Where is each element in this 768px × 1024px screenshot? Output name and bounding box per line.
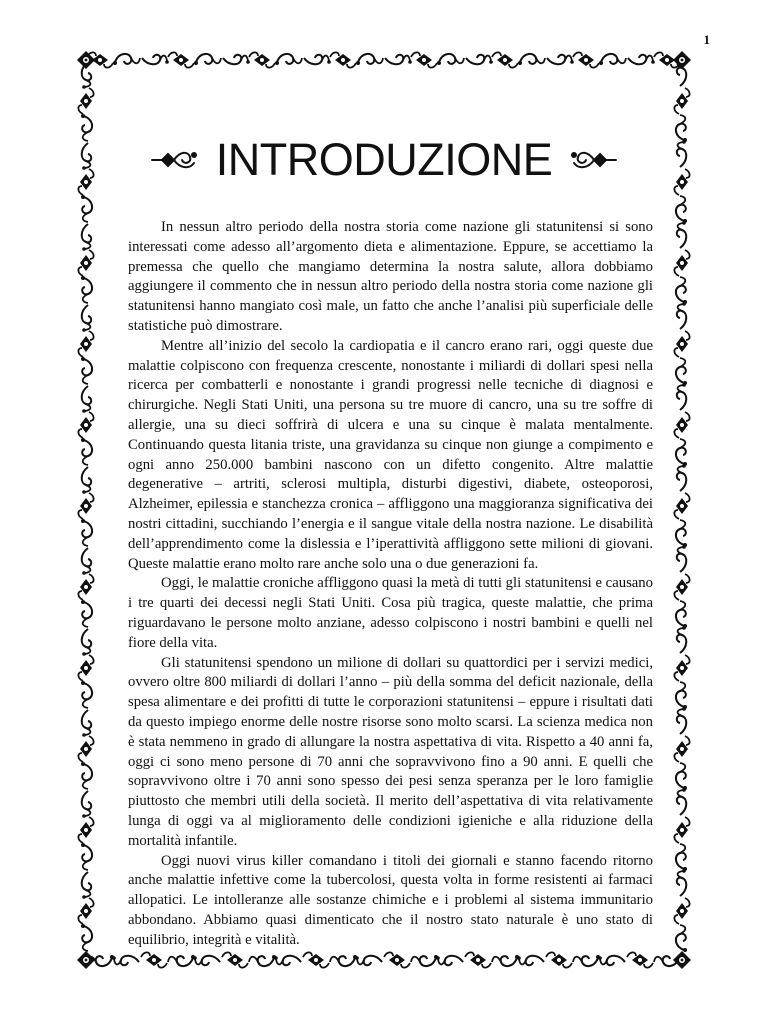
border-motif [81, 357, 92, 384]
border-motif [78, 493, 93, 519]
border-motif [222, 952, 248, 967]
border-motif [193, 956, 220, 965]
border-motif [168, 955, 195, 966]
border-motif [194, 54, 221, 65]
border-motif [674, 817, 689, 843]
border-motif [78, 655, 93, 681]
page-title: INTRODUZIONE [215, 134, 553, 185]
border-motif [81, 438, 92, 465]
border-motif [249, 955, 276, 966]
border-motif [676, 682, 687, 709]
border-motif [677, 464, 686, 491]
border-motif [275, 54, 302, 65]
border-motif [674, 574, 689, 600]
border-motif [465, 952, 491, 967]
border-motif [676, 601, 687, 628]
border-motif [677, 221, 686, 248]
border-motif [81, 843, 92, 870]
border-motif [411, 52, 437, 67]
border-motif [677, 302, 686, 329]
border-motif [81, 600, 92, 627]
border-motif [674, 493, 689, 519]
border-motif [437, 54, 464, 65]
border-motif [518, 54, 545, 65]
border-motif [677, 788, 686, 815]
border-motif [676, 925, 687, 952]
page-number: 1 [703, 32, 710, 47]
border-motif [627, 952, 653, 967]
border-motif [78, 88, 93, 114]
border-motif [411, 955, 438, 966]
border-motif [676, 358, 687, 385]
border-motif [676, 844, 687, 871]
border-motif [492, 52, 518, 67]
body-text [128, 218, 653, 950]
border-motif [141, 952, 167, 967]
border-motif [676, 277, 687, 304]
border-motif [330, 52, 356, 67]
border-motif [82, 629, 91, 656]
border-motif [81, 762, 92, 789]
border-motif [492, 955, 519, 966]
border-motif [677, 707, 686, 734]
border-corner-icon [77, 51, 95, 69]
border-motif [78, 574, 93, 600]
border-motif [436, 956, 463, 965]
border-motif [303, 952, 329, 967]
border-motif [82, 386, 91, 413]
border-motif [674, 88, 689, 114]
left-fleuron-icon [150, 145, 198, 175]
border-motif [573, 52, 599, 67]
border-motif [304, 55, 331, 64]
border-motif [81, 195, 92, 222]
border-corner-icon [673, 51, 691, 69]
border-motif [674, 736, 689, 762]
border-motif [573, 955, 600, 966]
border-motif [142, 55, 169, 64]
border-motif [113, 54, 140, 65]
border-motif [82, 791, 91, 818]
paragraph: Mentre all’inizio del secolo la cardiopatia e il cancro erano rari, oggi queste due malattie colpiscono con frequenza crescente, nonostante i miliardi di dollari spesi nella ricerca per combatterli e nonostante i grandi progressi nelle tecniche di diagnosi e chirurgiche. Negli Stati Uniti, una persona su tre muore di cancro, una su tre soffre di allergie, una su dieci soffrirà di ulcera e una su cinque è malata mentalmente. Continuando questa litania triste, una gravidanza su cinque non giunge a compimento e ogni anno 250.000 bambini nascono con un difetto congenito. Altre malattie degenerative – artriti, sclerosi multipla, disturbi digestivi, diabete, osteoporosi, Alzheimer, epilessia e stanchezza cronica – affliggono una maggioranza significativa dei nostri cittadini, succhiando l’energia e il sangue vitale della nostra nazione. Le disabilità dell’apprendimento come la dislessia e l’iperattività affliggono sette milioni di giovani. Queste malattie erano molto rare anche solo una o due generazioni fa. [128, 337, 653, 572]
border-motif [677, 383, 686, 410]
border-motif [82, 710, 91, 737]
border-motif [78, 250, 93, 276]
border-motif [78, 412, 93, 438]
border-motif [82, 224, 91, 251]
border-motif [249, 52, 275, 67]
border-motif [385, 55, 412, 64]
border-motif [676, 439, 687, 466]
border-motif [223, 55, 250, 64]
border-motif [78, 817, 93, 843]
paragraph: Oggi nuovi virus killer comandano i titoli dei giornali e stanno facendo ritorno anche malattie infettive come la tubercolosi, questa volta in forme resistenti ai farmaci allopatici. Le intolleranze alle sostanze chimiche e i problemi al sistema immunitario abbondano. Abbiamo quasi dimenticato che il nostro stato naturale è uno stato di equilibrio, integrità e vitalità. [128, 852, 653, 948]
border-motif [674, 412, 689, 438]
border-motif [82, 467, 91, 494]
border-motif [112, 956, 139, 965]
border-motif [384, 952, 410, 967]
border-motif [78, 736, 93, 762]
border-motif [81, 276, 92, 303]
border-motif [546, 952, 572, 967]
border-motif [81, 519, 92, 546]
border-motif [677, 545, 686, 572]
border-motif [82, 548, 91, 575]
border-motif [82, 305, 91, 332]
border-corner-icon [673, 951, 691, 969]
border-motif [78, 898, 93, 924]
border-motif [677, 626, 686, 653]
border-motif [330, 955, 357, 966]
border-motif [82, 872, 91, 899]
border-motif [274, 956, 301, 965]
paragraph: Oggi, le malattie croniche affliggono quasi la metà di tutti gli statunitensi e causano i tre quarti dei decessi negli Stati Uniti. Cosa più tragica, queste malattie, che prima riguardavano le persone molto anziane, adesso colpiscono i nostri bambini e quelli nel fiore della vita. [128, 575, 653, 651]
border-motif [598, 956, 625, 965]
paragraph: In nessun altro periodo della nostra storia come nazione gli statunitensi si sono interessati come adesso all’argomento dieta e alimentazione. Eppure, se accettiamo la premessa che quello che mangiamo determina la nostra salute, allora dobbiamo aggiungere il commento che in nessun altro periodo della nostra storia come nazione gli statunitensi hanno mangiato così male, un fatto che anche l’analisi più superficiale delle statistiche può dimostrare. [128, 219, 653, 334]
border-motif [599, 54, 626, 65]
border-motif [81, 924, 92, 951]
paragraph: Gli statunitensi spendono un milione di dollari su quattordici per i servizi medici, ovvero oltre 800 miliardi di dollari l’anno – più della somma del deficit nazionale, della spesa alimentare e dei profitti di tutte le corporazioni statunitensi – eppure i risultati dati da questo impiego enorme delle nostre risorse sono molto scarsi. La scienza medica non è stata nemmeno in grado di allungare la nostra aspettativa di vita. Rispetto a 40 anni fa, oggi ci sono meno persone di 70 anni che sopravvivono fino a 90 anni. E quelli che sopravvivono oltre i 70 anni sono spesso dei pesi senza speranza per le loro famiglie piuttosto che membri utili della società. Il merito dell’aspettativa di vita relativamente lunga di oggi va al miglioramento delle condizioni igieniche e alla riduzione della mortalità infantile. [128, 654, 653, 849]
border-motif [676, 763, 687, 790]
border-motif [466, 55, 493, 64]
border-motif [355, 956, 382, 965]
border-motif [628, 55, 655, 64]
border-motif [676, 196, 687, 223]
border-motif [81, 681, 92, 708]
border-motif [674, 898, 689, 924]
border-motif [674, 331, 689, 357]
border-motif [674, 655, 689, 681]
title-row [72, 128, 696, 192]
border-motif [547, 55, 574, 64]
border-motif [168, 52, 194, 67]
border-motif [517, 956, 544, 965]
border-motif [677, 869, 686, 896]
border-motif [674, 250, 689, 276]
border-motif [78, 331, 93, 357]
border-motif [356, 54, 383, 65]
right-fleuron-icon [570, 145, 618, 175]
border-motif [676, 520, 687, 547]
border-corner-icon [77, 951, 95, 969]
